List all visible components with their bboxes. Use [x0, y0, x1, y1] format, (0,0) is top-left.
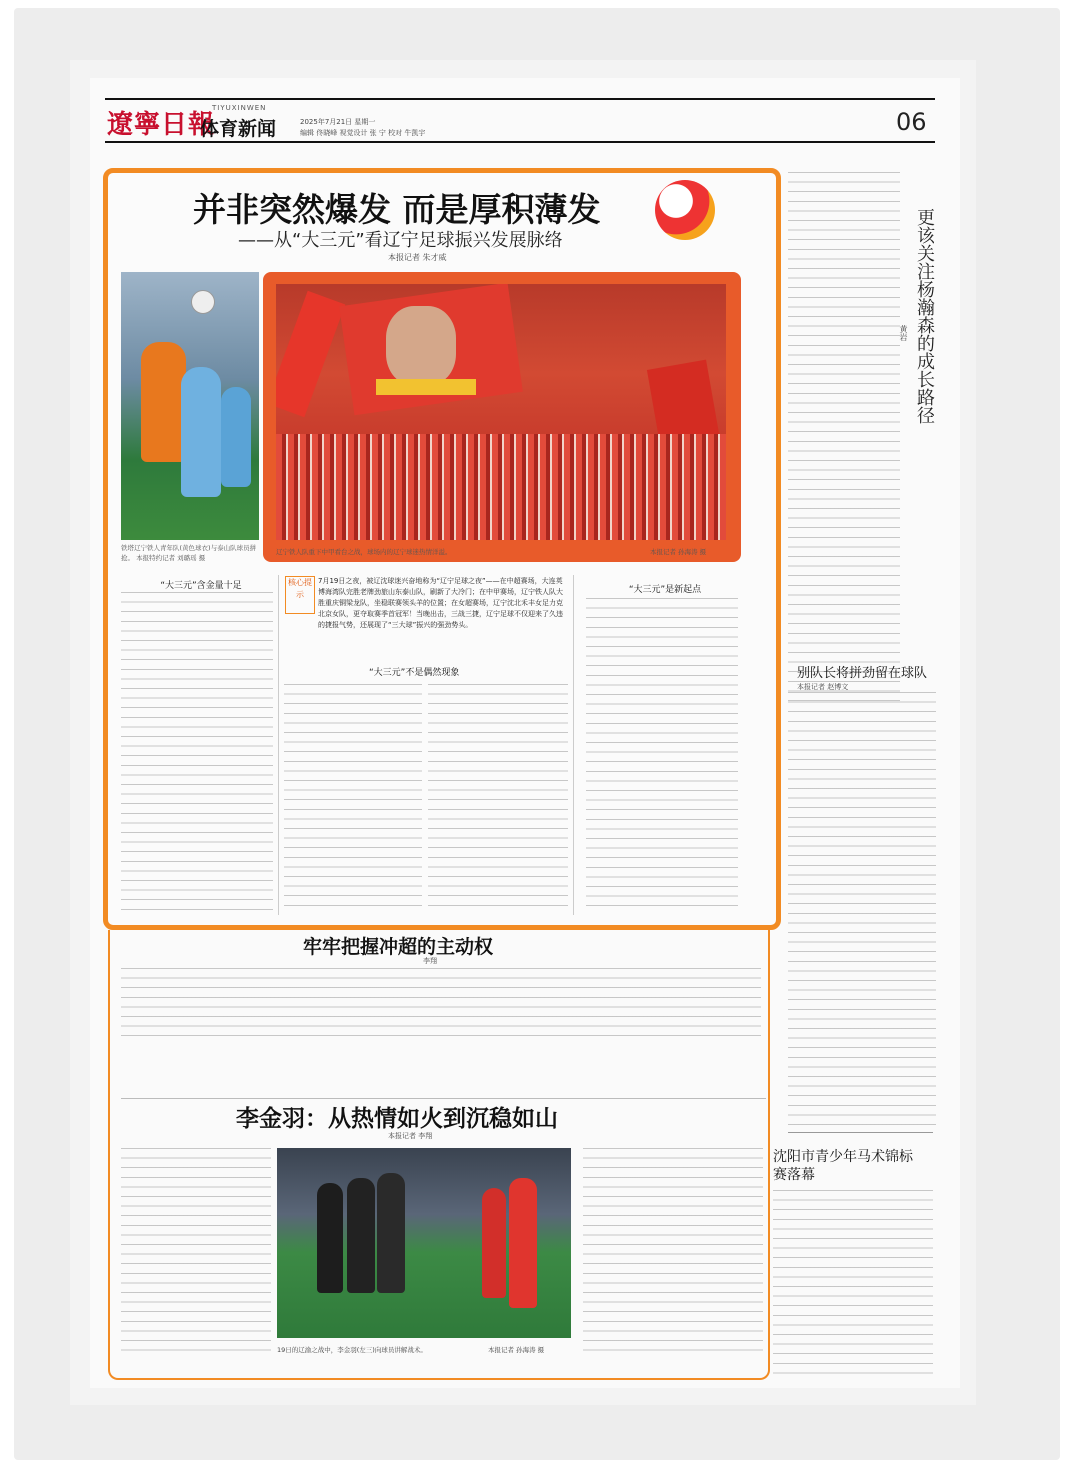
feature-byline: 本报记者 朱才威 [388, 253, 447, 262]
fans-photo [276, 284, 726, 540]
section-name: 体育新闻 [200, 118, 277, 140]
column-separator [573, 575, 574, 915]
page-number: 06 [896, 108, 927, 136]
match-photo-left [121, 272, 259, 540]
section3-text-right [583, 1148, 763, 1358]
date-line: 2025年7月21日 星期一 [300, 118, 376, 126]
sidebar-article-text [788, 172, 900, 702]
feature-subtitle: ——从“大三元”看辽宁足球振兴发展脉络 [238, 230, 563, 251]
column4-heading: “大三元”是新起点 [628, 585, 702, 595]
top-rule [105, 98, 935, 100]
coach-photo-credit: 本报记者 孙海涛 摄 [488, 1346, 545, 1354]
section2-text [121, 968, 761, 1040]
column1-text [121, 592, 273, 914]
column3-text [428, 684, 568, 914]
column-separator [278, 575, 279, 915]
feature-title: 并非突然爆发 而是厚积薄发 [193, 190, 601, 229]
section-divider [121, 1098, 766, 1099]
column2-heading: “大三元”不是偶然现象 [369, 668, 460, 678]
sidebar-vertical-title: 更该关注杨瀚森的成长路径 [914, 208, 935, 424]
sidebar-third-headline: 沈阳市青少年马术锦标赛落幕 [773, 1149, 913, 1183]
sidebar-second-byline: 本报记者 赵博文 [797, 683, 849, 691]
section3-text-left [121, 1148, 271, 1353]
column2-text [284, 684, 422, 914]
sidebar-second-text [788, 692, 936, 1132]
coach-photo [277, 1148, 571, 1338]
section2-author: 李翔 [423, 957, 437, 965]
match-photo-left-caption: 铁塔辽宁铁人青年队(黄色球衣)与泰山队球员拼抢。 本报特约记者 刘璐瑶 摄 [121, 544, 257, 562]
core-tip-badge: 核心提示 [285, 576, 315, 614]
sidebar-second-headline: 别队长将拼劲留在球队 [797, 666, 928, 681]
column4-text [586, 598, 738, 914]
section3-title: 李金羽：从热情如火到沉稳如山 [236, 1106, 558, 1132]
section2-title: 牢牢把握冲超的主动权 [303, 936, 494, 958]
football-icon [655, 180, 715, 240]
fans-photo-credit: 本报记者 孙海涛 摄 [650, 548, 707, 556]
masthead-rule [105, 141, 935, 143]
newspaper-logo: 遼寧日報 [107, 110, 216, 140]
coach-photo-caption: 19日的辽渝之战中，李金羽(左三)向球员讲解战术。 [277, 1346, 427, 1354]
editors-line: 编辑 佟晓峰 视觉设计 张 宁 校对 牛凯宇 [300, 129, 426, 137]
column1-heading: “大三元”含金量十足 [160, 581, 242, 591]
core-tip-text: 7月19日之夜，被辽沈球迷兴奋地称为“辽宁足球之夜”——在中超赛场，大连英博海湾队完胜老牌劲旅山东泰山队，刷新了大冷门；在中甲赛场，辽宁铁人队大胜重庆铜梁龙队，坐稳联赛领头羊的位置；在女超赛场，辽宁沈北禾丰女足力克北京女队，更夺取赛季首冠军！当晚出击，三战三捷，辽宁足球不仅迎来了久违的捷报气势，还展现了“三大球”振兴的强劲势头。 [318, 577, 563, 629]
section3-byline: 本报记者 李翔 [388, 1132, 433, 1140]
sidebar-vertical-author: 黄岩 [899, 325, 908, 341]
fans-photo-caption: 辽宁铁人队重下中甲看台之战，球场内的辽宁球迷热情洋溢。 [276, 548, 452, 556]
sidebar-divider [788, 1132, 933, 1133]
sidebar-third-text [773, 1190, 933, 1375]
section-pinyin: TIYUXINWEN [212, 104, 267, 112]
